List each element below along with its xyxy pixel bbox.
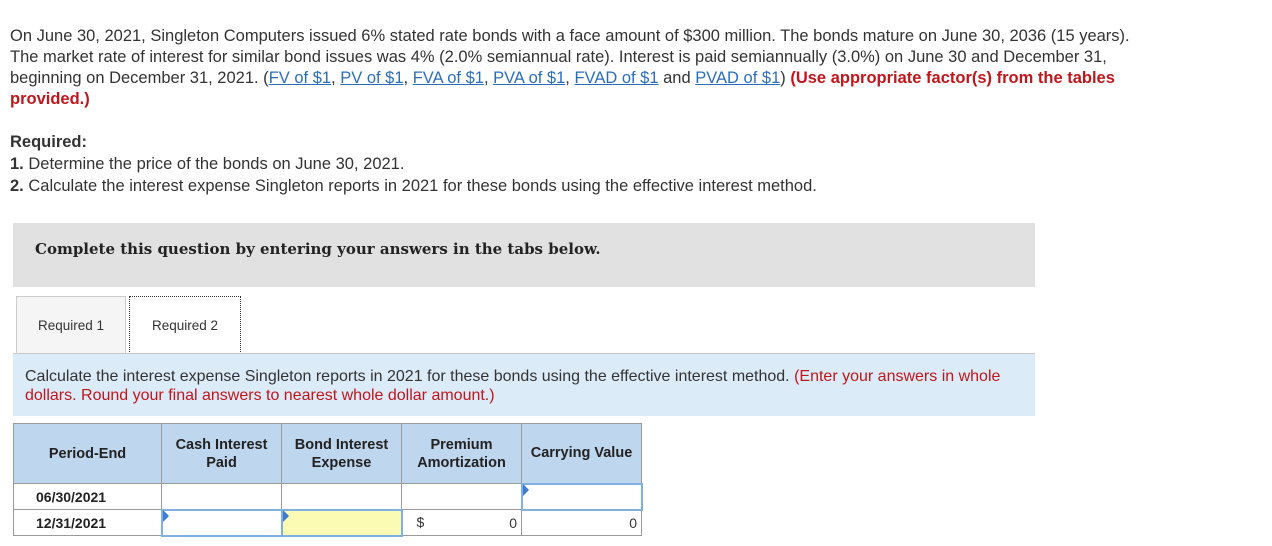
link-pvad-of-1[interactable]: PVAD of $1 <box>695 69 781 87</box>
instruction-text: Calculate the interest expense Singleton reports in 2021 for these bonds using the effective interest method. <box>25 368 795 385</box>
bond-interest-expense-input[interactable] <box>283 514 401 530</box>
header-bond-interest-expense: Bond Interest Expense <box>282 424 402 484</box>
header-period-end: Period-End <box>14 424 162 484</box>
bond-interest-expense-input-cell[interactable] <box>282 510 402 536</box>
link-pva-of-1[interactable]: PVA of $1 <box>493 69 566 87</box>
required-heading: Required: <box>10 133 88 151</box>
required-item-number: 2. <box>10 177 24 195</box>
currency-symbol: $ <box>416 514 425 530</box>
instructions-banner <box>13 223 1035 287</box>
tab-instructions <box>13 354 1035 416</box>
header-carrying-value: Carrying Value <box>522 424 642 484</box>
interest-schedule-table <box>13 423 643 537</box>
row-period-label: 06/30/2021 <box>14 484 162 510</box>
required-item-number: 1. <box>10 155 24 173</box>
expense-cell-empty <box>282 484 402 510</box>
link-fva-of-1[interactable]: FVA of $1 <box>412 69 484 87</box>
premium-amortization-value: 0 <box>509 514 517 531</box>
cash-interest-input-cell[interactable] <box>162 510 282 536</box>
link-fvad-of-1[interactable]: FVAD of $1 <box>574 69 659 87</box>
table-row <box>14 484 642 510</box>
carrying-value-input-cell[interactable] <box>522 484 642 510</box>
table-header-row <box>14 424 642 484</box>
required-item-2 <box>10 176 817 197</box>
tab-required-1[interactable]: Required 1 <box>16 296 126 354</box>
header-premium-amortization: Premium Amortization <box>402 424 522 484</box>
separator: , <box>565 69 575 87</box>
carrying-value-value: 0 <box>629 514 637 531</box>
premium-amortization-cell <box>402 510 522 536</box>
carrying-value-cell <box>522 510 642 536</box>
carrying-value-input-1[interactable] <box>523 488 641 504</box>
header-cash-interest-paid: Cash Interest Paid <box>162 424 282 484</box>
problem-statement <box>10 26 1150 110</box>
input-marker-icon <box>283 510 289 522</box>
amortization-cell-empty <box>402 484 522 510</box>
table-row <box>14 510 642 536</box>
row-period-label: 12/31/2021 <box>14 510 162 536</box>
cash-interest-cell-empty <box>162 484 282 510</box>
instructions-banner-text: Complete this question by entering your answers in the tabs below. <box>35 240 601 258</box>
required-item-1 <box>10 154 404 175</box>
link-fv-of-1[interactable]: FV of $1 <box>268 69 332 87</box>
instruction-note: (Enter your answers in whole dollars. Round your final answers to nearest whole dollar amount.) <box>25 368 1001 404</box>
separator: , <box>403 69 413 87</box>
separator: , <box>331 69 341 87</box>
factor-note: (Use appropriate factor(s) from the tables provided.) <box>10 69 1115 108</box>
separator: , <box>483 69 494 87</box>
and-text: and <box>658 69 696 87</box>
required-item-text: Determine the price of the bonds on June 30, 2021. <box>23 155 405 173</box>
close-paren: ) <box>780 69 791 87</box>
input-marker-icon <box>523 484 529 496</box>
required-item-text: Calculate the interest expense Singleton reports in 2021 for these bonds using the effective interest method. <box>23 177 817 195</box>
link-pv-of-1[interactable]: PV of $1 <box>340 69 404 87</box>
problem-text: On June 30, 2021, Singleton Computers issued 6% stated rate bonds with a face amount of $300 million. The bonds mature on June 30, 2036 (15 years). The market rate of interest for similar bond issues was 4% (2.0% semiannual rate). Interest is paid semiannually (3.0%) on June 30 and December 31, beginning on December 31, 2021. ( <box>10 27 1130 87</box>
input-marker-icon <box>163 510 169 522</box>
cash-interest-input[interactable] <box>163 514 281 530</box>
tab-required-2[interactable]: Required 2 <box>129 296 241 354</box>
